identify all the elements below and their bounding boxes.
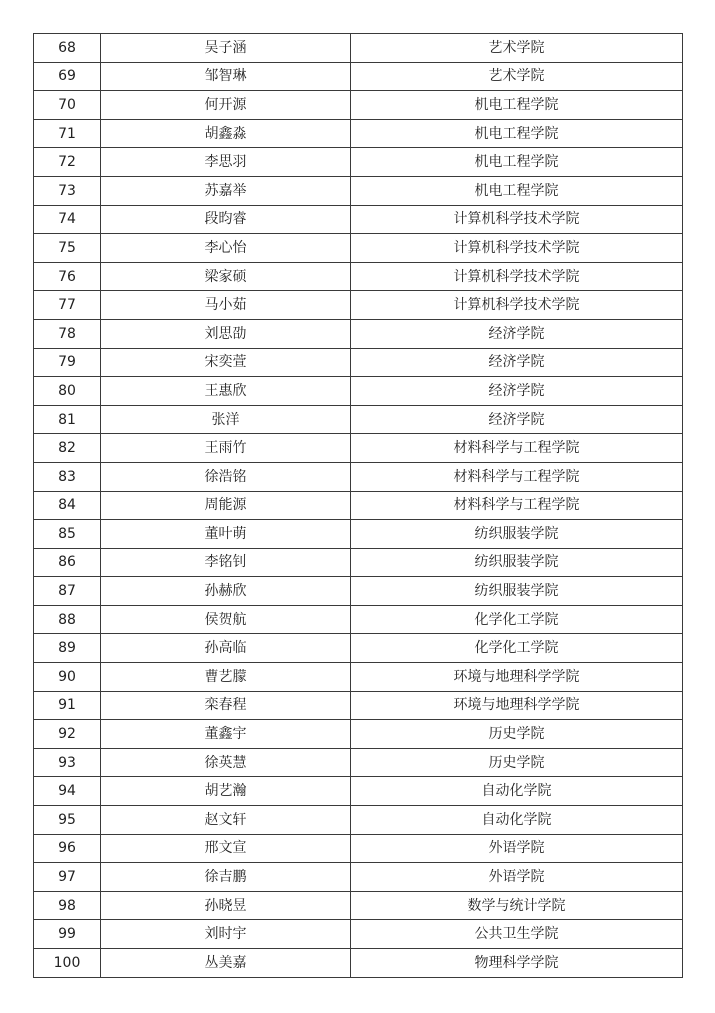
- row-number-cell: 72: [34, 148, 101, 177]
- table-row: [34, 434, 683, 463]
- row-number-cell: 79: [34, 348, 101, 377]
- school-name-cell: 自动化学院: [351, 806, 683, 835]
- table-row: [34, 377, 683, 406]
- table-row: [34, 720, 683, 749]
- school-name-cell: 计算机科学技术学院: [351, 234, 683, 263]
- table-row: [34, 920, 683, 949]
- table-row: [34, 548, 683, 577]
- row-number-cell: 85: [34, 520, 101, 549]
- school-name-cell: 数学与统计学院: [351, 891, 683, 920]
- row-number-cell: 86: [34, 548, 101, 577]
- school-name-cell: 化学化工学院: [351, 605, 683, 634]
- row-number-cell: 98: [34, 891, 101, 920]
- student-name-cell: 王惠欣: [101, 377, 351, 406]
- table-row: [34, 634, 683, 663]
- student-name-cell: 何开源: [101, 91, 351, 120]
- row-number-cell: 92: [34, 720, 101, 749]
- student-name-cell: 李思羽: [101, 148, 351, 177]
- table-row: [34, 262, 683, 291]
- table-row: [34, 119, 683, 148]
- student-name-cell: 孙赫欣: [101, 577, 351, 606]
- school-name-cell: 环境与地理科学学院: [351, 691, 683, 720]
- school-name-cell: 纺织服装学院: [351, 520, 683, 549]
- student-name-cell: 段昀睿: [101, 205, 351, 234]
- row-number-cell: 93: [34, 748, 101, 777]
- school-name-cell: 历史学院: [351, 720, 683, 749]
- table-row: [34, 291, 683, 320]
- student-name-cell: 刘时宇: [101, 920, 351, 949]
- school-name-cell: 物理科学学院: [351, 949, 683, 978]
- student-name-cell: 周能源: [101, 491, 351, 520]
- table-row: [34, 405, 683, 434]
- row-number-cell: 76: [34, 262, 101, 291]
- row-number-cell: 74: [34, 205, 101, 234]
- table-row: [34, 62, 683, 91]
- row-number-cell: 77: [34, 291, 101, 320]
- row-number-cell: 88: [34, 605, 101, 634]
- student-name-cell: 胡艺瀚: [101, 777, 351, 806]
- student-name-cell: 徐英慧: [101, 748, 351, 777]
- row-number-cell: 75: [34, 234, 101, 263]
- roster-table: [33, 33, 683, 978]
- row-number-cell: 81: [34, 405, 101, 434]
- school-name-cell: 计算机科学技术学院: [351, 262, 683, 291]
- table-row: [34, 834, 683, 863]
- student-name-cell: 丛美嘉: [101, 949, 351, 978]
- student-name-cell: 董叶萌: [101, 520, 351, 549]
- student-name-cell: 赵文轩: [101, 806, 351, 835]
- school-name-cell: 机电工程学院: [351, 91, 683, 120]
- school-name-cell: 经济学院: [351, 405, 683, 434]
- student-name-cell: 张洋: [101, 405, 351, 434]
- student-name-cell: 侯贺航: [101, 605, 351, 634]
- school-name-cell: 艺术学院: [351, 34, 683, 63]
- table-row: [34, 491, 683, 520]
- student-name-cell: 邹智琳: [101, 62, 351, 91]
- table-row: [34, 863, 683, 892]
- school-name-cell: 自动化学院: [351, 777, 683, 806]
- row-number-cell: 100: [34, 949, 101, 978]
- row-number-cell: 78: [34, 319, 101, 348]
- row-number-cell: 68: [34, 34, 101, 63]
- student-name-cell: 王雨竹: [101, 434, 351, 463]
- table-row: [34, 348, 683, 377]
- school-name-cell: 材料科学与工程学院: [351, 491, 683, 520]
- roster-table-body: [34, 34, 683, 978]
- row-number-cell: 96: [34, 834, 101, 863]
- row-number-cell: 70: [34, 91, 101, 120]
- school-name-cell: 经济学院: [351, 377, 683, 406]
- student-name-cell: 徐吉鹏: [101, 863, 351, 892]
- row-number-cell: 71: [34, 119, 101, 148]
- row-number-cell: 97: [34, 863, 101, 892]
- school-name-cell: 机电工程学院: [351, 176, 683, 205]
- table-row: [34, 663, 683, 692]
- table-row: [34, 806, 683, 835]
- school-name-cell: 公共卫生学院: [351, 920, 683, 949]
- table-row: [34, 748, 683, 777]
- school-name-cell: 历史学院: [351, 748, 683, 777]
- row-number-cell: 82: [34, 434, 101, 463]
- student-name-cell: 苏嘉举: [101, 176, 351, 205]
- school-name-cell: 环境与地理科学学院: [351, 663, 683, 692]
- table-row: [34, 520, 683, 549]
- school-name-cell: 纺织服装学院: [351, 577, 683, 606]
- student-name-cell: 董鑫宇: [101, 720, 351, 749]
- school-name-cell: 机电工程学院: [351, 119, 683, 148]
- student-name-cell: 胡鑫淼: [101, 119, 351, 148]
- school-name-cell: 经济学院: [351, 348, 683, 377]
- row-number-cell: 83: [34, 462, 101, 491]
- row-number-cell: 80: [34, 377, 101, 406]
- table-row: [34, 319, 683, 348]
- table-row: [34, 777, 683, 806]
- school-name-cell: 机电工程学院: [351, 148, 683, 177]
- row-number-cell: 90: [34, 663, 101, 692]
- table-row: [34, 949, 683, 978]
- school-name-cell: 材料科学与工程学院: [351, 434, 683, 463]
- table-row: [34, 91, 683, 120]
- table-row: [34, 605, 683, 634]
- row-number-cell: 87: [34, 577, 101, 606]
- student-name-cell: 马小茹: [101, 291, 351, 320]
- student-name-cell: 栾春程: [101, 691, 351, 720]
- row-number-cell: 95: [34, 806, 101, 835]
- school-name-cell: 计算机科学技术学院: [351, 205, 683, 234]
- row-number-cell: 69: [34, 62, 101, 91]
- student-name-cell: 邢文宣: [101, 834, 351, 863]
- school-name-cell: 艺术学院: [351, 62, 683, 91]
- school-name-cell: 经济学院: [351, 319, 683, 348]
- student-name-cell: 李心怡: [101, 234, 351, 263]
- student-name-cell: 徐浩铭: [101, 462, 351, 491]
- table-row: [34, 205, 683, 234]
- student-name-cell: 孙高临: [101, 634, 351, 663]
- table-row: [34, 462, 683, 491]
- table-row: [34, 148, 683, 177]
- row-number-cell: 94: [34, 777, 101, 806]
- table-row: [34, 234, 683, 263]
- row-number-cell: 89: [34, 634, 101, 663]
- table-row: [34, 176, 683, 205]
- student-name-cell: 刘思劭: [101, 319, 351, 348]
- student-name-cell: 吴子涵: [101, 34, 351, 63]
- student-name-cell: 李铭钊: [101, 548, 351, 577]
- row-number-cell: 99: [34, 920, 101, 949]
- table-row: [34, 691, 683, 720]
- student-name-cell: 孙晓昱: [101, 891, 351, 920]
- school-name-cell: 计算机科学技术学院: [351, 291, 683, 320]
- school-name-cell: 化学化工学院: [351, 634, 683, 663]
- table-row: [34, 891, 683, 920]
- table-row: [34, 577, 683, 606]
- school-name-cell: 纺织服装学院: [351, 548, 683, 577]
- student-name-cell: 曹艺朦: [101, 663, 351, 692]
- table-row: [34, 34, 683, 63]
- row-number-cell: 84: [34, 491, 101, 520]
- student-name-cell: 梁家硕: [101, 262, 351, 291]
- school-name-cell: 外语学院: [351, 863, 683, 892]
- school-name-cell: 材料科学与工程学院: [351, 462, 683, 491]
- row-number-cell: 73: [34, 176, 101, 205]
- school-name-cell: 外语学院: [351, 834, 683, 863]
- student-name-cell: 宋奕萱: [101, 348, 351, 377]
- row-number-cell: 91: [34, 691, 101, 720]
